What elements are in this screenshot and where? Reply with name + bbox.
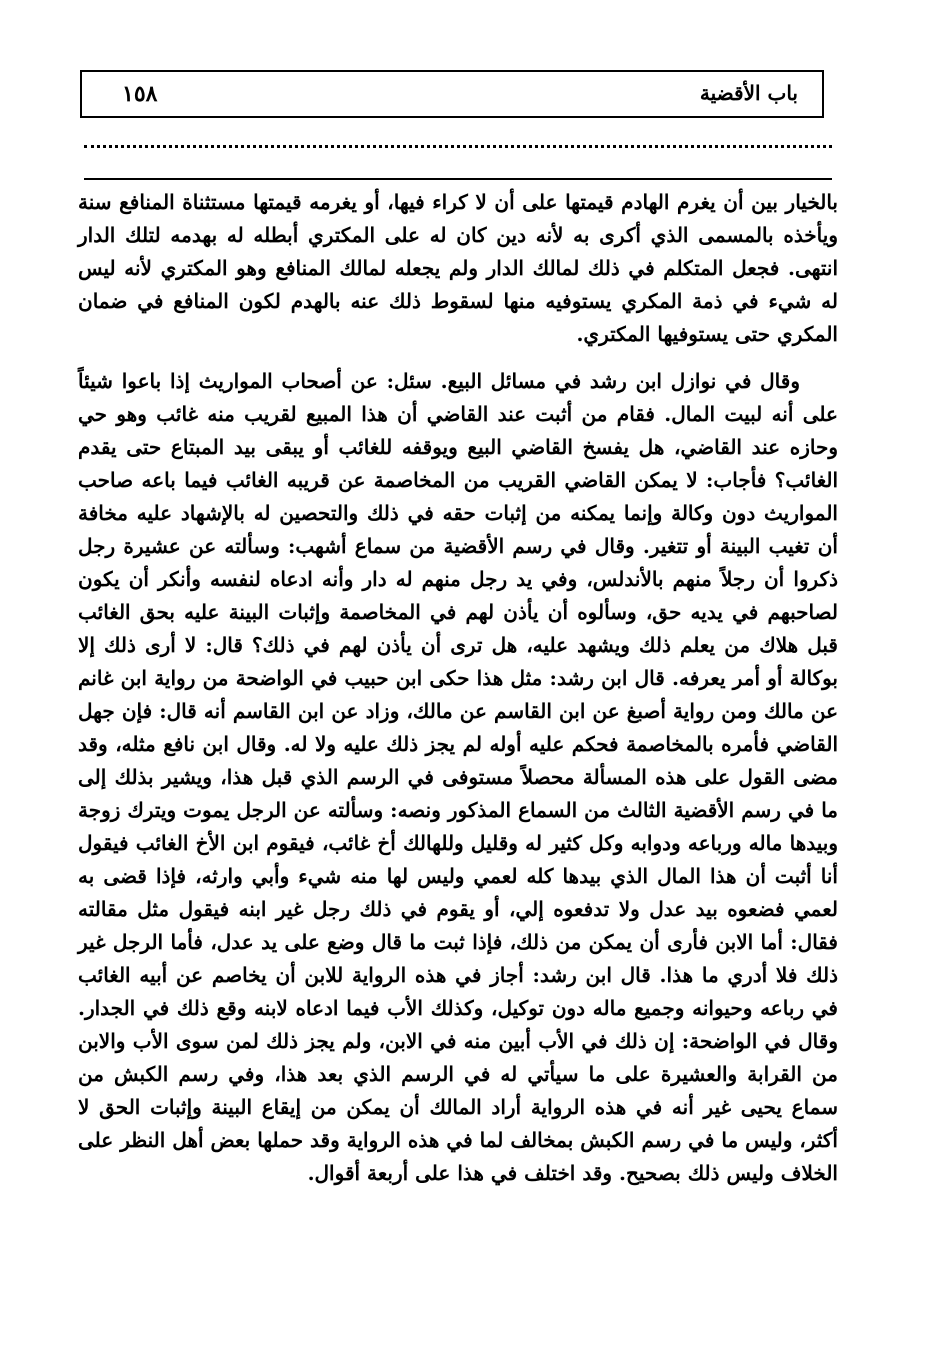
page-number: ١٥٨ [122,81,158,107]
chapter-title: باب الأقضية [699,81,798,105]
paragraph-1: بالخيار بين أن يغرم الهادم قيمتها على أن لا كراء فيها، أو يغرمه قيمتها مستثناة المنافع سنة ويأخذه بالمسمى الذي أكرى به لأنه دين كان له على المكتري أبطله له بهدمه لتلك الدار انتهى. فجعل المتكلم في ذلك لمالك الدار ولم يجعله لمالك المنافع وهو المكتري لأنه ليس له شيء في ذمة المكري يستوفيه منها لسقوط ذلك عنه بالهدم لكون المنافع في ضمان المكري حتى يستوفيها المكتري. [78,190,838,346]
body-text [78,186,838,1190]
solid-divider [84,178,832,180]
paragraph-2: وقال في نوازل ابن رشد في مسائل البيع. سئل: عن أصحاب المواريث إذا باعوا شيئاً على أنه لبيت المال. فقام من أثبت عند القاضي أن هذا المبيع لقريب منه غائب وهو حي وحازه عند القاضي، هل يفسخ القاضي البيع ويوقفه للغائب أو يبقى بيد المبتاع حتى يقدم الغائب؟ فأجاب: لا يمكن القاضي القريب من المخاصمة عن قريبه الغائب فيما باعه صاحب المواريث دون وكالة وإنما يمكنه من إثبات حقه في ذلك والتحصين له بالإشهاد عليه مخافة أن تغيب البينة أو تتغير. وقال في رسم الأقضية من سماع أشهب: وسألته عن عشيرة رجل ذكروا أن رجلاً منهم بالأندلس، وفي يد رجل منهم له دار وأنه ادعاه لنفسه وأنكر أن يكون لصاحبهم في يديه حق، وسألوه أن يأذن لهم في المخاصمة وإثبات البينة عليه بحق الغائب قبل هلاك من يعلم ذلك ويشهد عليه، هل ترى أن يأذن لهم في ذلك؟ قال: لا أرى ذلك إلا بوكالة أو أمر يعرفه. قال ابن رشد: مثل هذا حكى ابن حبيب في الواضحة من رواية ابن غانم عن مالك ومن رواية أصبغ عن ابن القاسم عن مالك، وزاد عن ابن القاسم أنه قال: فإن جهل القاضي فأمره بالمخاصمة فحكم عليه أوله لم يجز ذلك عليه ولا له. وقال ابن نافع مثله، وقد مضى القول على هذه المسألة محصلاً مستوفى في الرسم الذي قبل هذا، ويشير بذلك إلى ما في رسم الأقضية الثالث من السماع المذكور ونصه: وسألته عن الرجل يموت ويترك زوجة وبيدها ماله ورباعه ودوابه وكل كثير له وقليل وللهالك أخ غائب، فيقوم ابن الأخ الغائب فيقول أنا أثبت أن هذا المال الذي بيدها كله لعمي وليس لها منه شيء وأبي وارثه، فإذا قضى به لعمي فضعوه بيد عدل ولا تدفعوه إلي، أو يقوم في ذلك رجل غير ابنه فيقول مثل مقالته فقال: أما الابن فأرى أن يمكن من ذلك، فإذا ثبت ما قال وضع على يد عدل، فأما الرجل غير ذلك فلا أدري ما هذا. قال ابن رشد: أجاز في هذه الرواية للابن أن يخاصم عن أبيه الغائب في رباعه وحيوانه وجميع ماله دون توكيل، وكذلك الأب فيما ادعاه لابنه وقع ذلك في الجدار. وقال في الواضحة: إن ذلك في الأب أبين منه في الابن، ولم يجز ذلك لمن سوى الأب والابن من القرابة والعشيرة على ما سيأتي له في الرسم الذي بعد هذا، وفي رسم الكبش من سماع يحيى غير أنه في هذه الرواية أراد المالك أن يمكن من إيقاع البينة وإثبات الحق لا أكثر، وليس ما في رسم الكبش بمخالف لما في هذه الرواية وقد حملها بعض أهل النظر على الخلاف وليس ذلك بصحيح. وقد اختلف في هذا على أربعة أقوال. [78,369,838,1185]
running-header [80,70,824,118]
dotted-divider [84,145,832,148]
